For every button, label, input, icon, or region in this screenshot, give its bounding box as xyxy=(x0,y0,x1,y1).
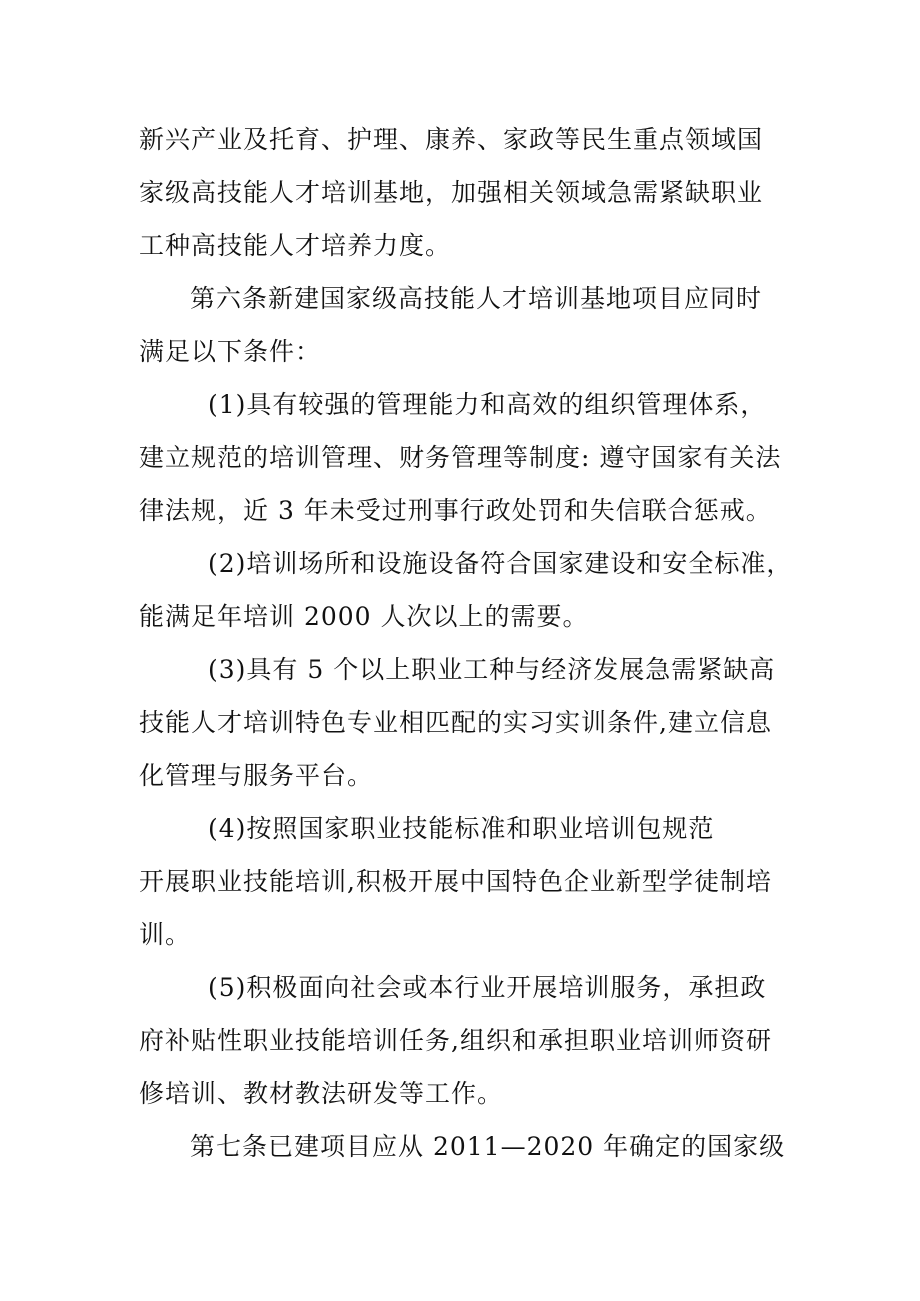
condition-1: (1)具有较强的管理能力和高效的组织管理体系， xyxy=(208,390,767,419)
text-line: 满足以下条件： xyxy=(139,337,322,366)
text-line: 能满足年培训 2000 人次以上的需要。 xyxy=(139,602,589,631)
text-line: 家级高技能人才培训基地，加强相关领域急需紧缺职业 xyxy=(139,178,764,207)
condition-5: (5)积极面向社会或本行业开展培训服务，承担政 xyxy=(208,973,767,1002)
text-line: 新兴产业及托育、护理、康养、家政等民生重点领域国 xyxy=(139,125,764,154)
text-line: 开展职业技能培训,积极开展中国特色企业新型学徒制培 xyxy=(139,867,772,896)
condition-2: (2)培训场所和设施设备符合国家建设和安全标准， xyxy=(208,549,793,578)
text-line: 建立规范的培训管理、财务管理等制度: 遵守国家有关法 xyxy=(139,443,782,472)
article-7-heading: 第七条已建项目应从 2011—2020 年确定的国家级 xyxy=(190,1132,786,1161)
text-line: 训。 xyxy=(139,920,192,949)
text-line: 工种高技能人才培养力度。 xyxy=(139,231,452,260)
text-line: 律法规，近 3 年未受过刑事行政处罚和失信联合惩戒。 xyxy=(139,496,772,525)
text-line: 府补贴性职业技能培训任务,组织和承担职业培训师资研 xyxy=(139,1026,772,1055)
condition-3: (3)具有 5 个以上职业工种与经济发展急需紧缺高 xyxy=(208,655,776,684)
text-line: 修培训、教材教法研发等工作。 xyxy=(139,1079,504,1108)
condition-4: (4)按照国家职业技能标准和职业培训包规范 xyxy=(208,814,715,843)
text-line: 技能人才培训特色专业相匹配的实习实训条件,建立信息 xyxy=(139,708,772,737)
text-line: 化管理与服务平台。 xyxy=(139,761,374,790)
article-6-heading: 第六条新建国家级高技能人才培训基地项目应同时 xyxy=(190,284,763,313)
